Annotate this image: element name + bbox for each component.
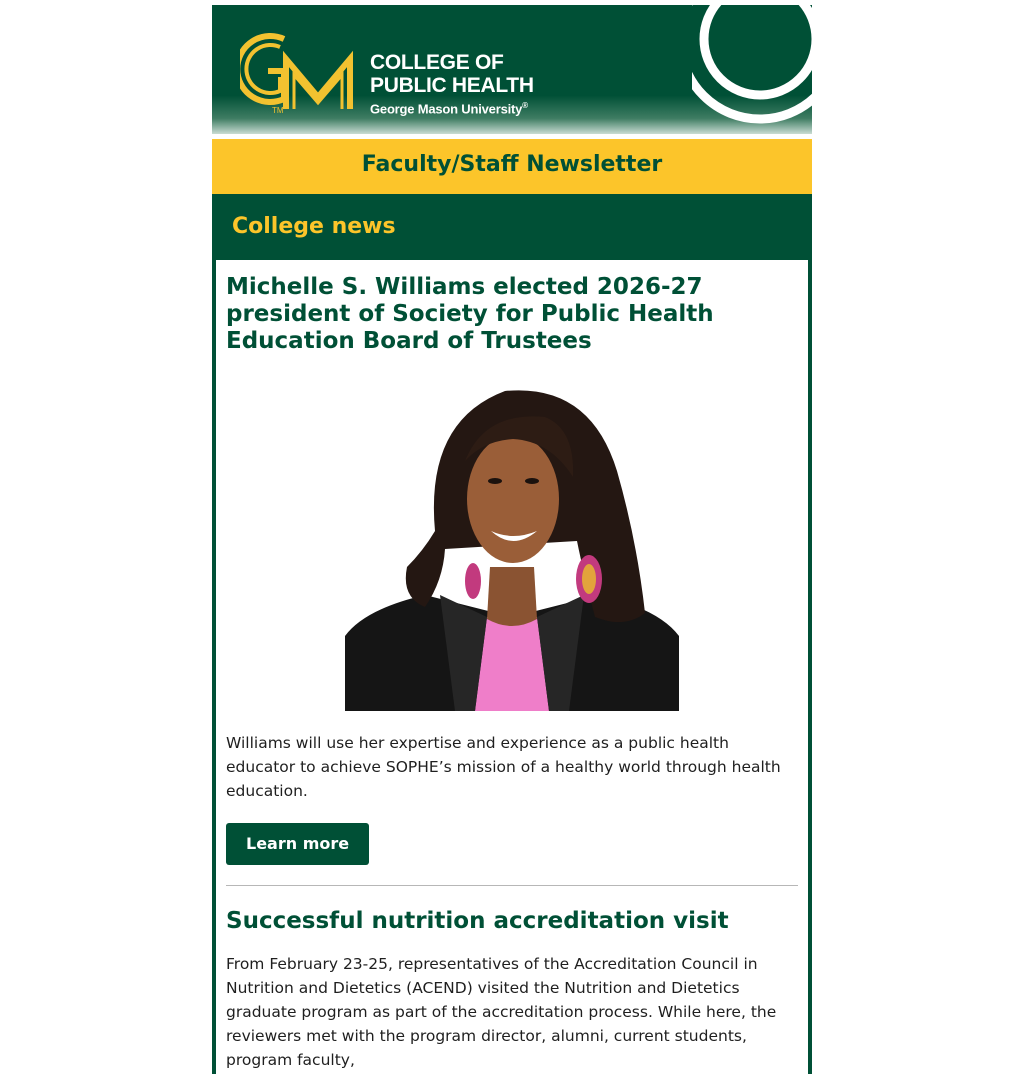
newsletter-title-bar <box>212 139 812 194</box>
logo-line-public-health: PUBLIC HEALTH <box>370 74 534 97</box>
article-title: Successful nutrition accreditation visit <box>226 908 729 934</box>
header-banner <box>212 5 812 134</box>
section-heading: College news <box>232 214 396 239</box>
content-frame <box>212 260 812 1074</box>
article-divider <box>226 885 798 886</box>
article-nutrition-accreditation <box>226 906 798 1072</box>
gm-logo-icon <box>240 21 358 117</box>
newsletter-title: Faculty/Staff Newsletter <box>361 152 663 177</box>
decorative-arcs-icon <box>692 5 812 134</box>
article-body: Williams will use her expertise and experience as a public health educator to achieve SOPHE’s mission of a healthy world through health education. <box>226 734 781 800</box>
university-name: George Mason University <box>370 101 523 117</box>
portrait-photo <box>345 381 679 711</box>
newsletter-email <box>212 5 812 1074</box>
learn-more-button[interactable]: Learn more <box>226 823 369 865</box>
logo-line-university <box>370 97 534 118</box>
registered-mark: ® <box>522 101 528 110</box>
article-body: From February 23-25, representatives of the Accreditation Council in Nutrition and Dietetics (ACEND) visited the Nutrition and Dietetics graduate program as part of the accreditation process. While here, the reviewers met with the program director, alumni, current students, program faculty, <box>226 955 777 1069</box>
logo-wordmark <box>370 51 534 118</box>
trademark-label: TM <box>272 106 284 115</box>
section-header <box>212 194 812 260</box>
article-photo-container <box>226 381 798 731</box>
article-williams <box>226 274 798 865</box>
logo-line-college: COLLEGE OF <box>370 51 504 74</box>
article-title: Michelle S. Williams elected 2026-27 president of Society for Public Health Education Board of Trustees <box>226 274 714 354</box>
